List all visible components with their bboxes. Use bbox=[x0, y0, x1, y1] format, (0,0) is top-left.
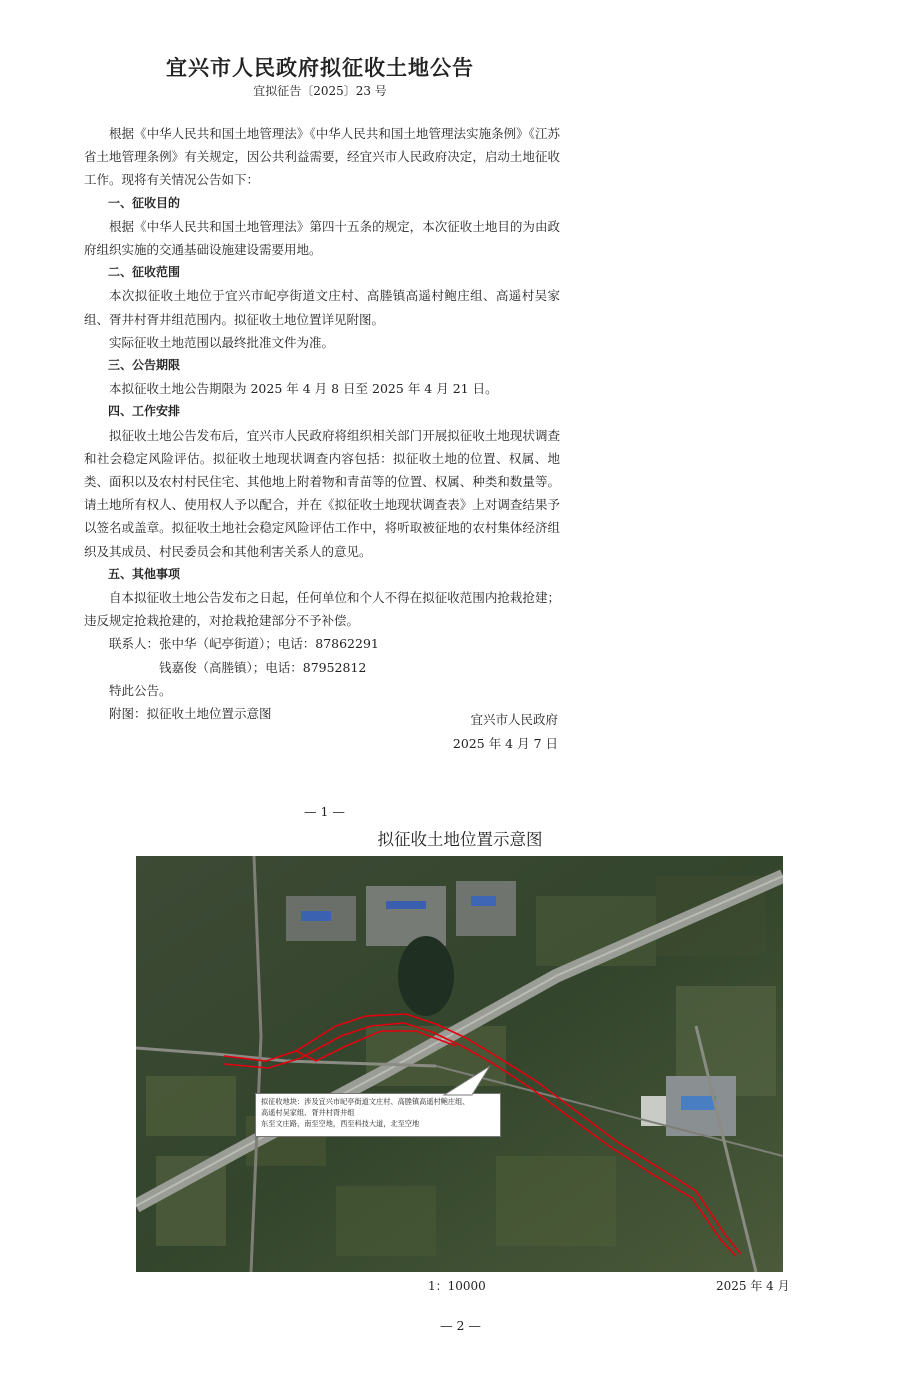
notice-body bbox=[84, 122, 560, 725]
attachment-line: 附图：拟征收土地位置示意图 bbox=[109, 706, 272, 722]
page-number-1: — 1 — bbox=[304, 804, 345, 819]
closing-line: 特此公告。 bbox=[109, 682, 172, 698]
map-scale: 1：10000 bbox=[428, 1279, 486, 1293]
page-number-2: — 2 — bbox=[440, 1318, 481, 1333]
contact-line-2: 钱嘉俊（高塍镇）；电话：87952812 bbox=[159, 659, 367, 675]
section-text-purpose: 根据《中华人民共和国土地管理法》第四十五条的规定，本次征收土地目的为由政府组织实施的交通基础设施建设需要用地。 bbox=[84, 218, 560, 258]
figure-title: 拟征收土地位置示意图 bbox=[377, 830, 543, 849]
section-text-scope-note: 实际征收土地范围以最终批准文件为准。 bbox=[109, 334, 335, 350]
document-number: 宜拟征告〔2025〕23 号 bbox=[253, 84, 387, 98]
pond bbox=[398, 936, 454, 1016]
contact-line-1: 联系人：张中华（屺亭街道）；电话：87862291 bbox=[109, 636, 379, 652]
callout-line-2: 高遥村吴家组、胥井村胥井组 bbox=[261, 1108, 355, 1117]
parcel-callout bbox=[255, 1093, 501, 1137]
signature-block bbox=[453, 708, 558, 756]
signature-date: 2025 年 4 月 7 日 bbox=[452, 736, 558, 751]
section-text-scope: 本次拟征收土地位于宜兴市屺亭街道文庄村、高塍镇高遥村鲍庄组、高遥村吴家组、胥井村胥井组范围内。拟征收土地位置详见附图。 bbox=[84, 288, 560, 327]
intro-paragraph: 根据《中华人民共和国土地管理法》《中华人民共和国土地管理法实施条例》《江苏省土地管理条例》有关规定，因公共利益需要，经宜兴市人民政府决定，启动土地征收工作。现将有关情况公告如下： bbox=[84, 126, 560, 188]
callout-pointer bbox=[440, 1064, 500, 1096]
section-heading-other: 五、其他事项 bbox=[108, 566, 181, 581]
section-heading-purpose: 一、征收目的 bbox=[108, 195, 181, 210]
section-text-period: 本拟征收土地公告期限为 2025 年 4 月 8 日至 2025 年 4 月 21 日。 bbox=[109, 381, 498, 397]
signature-org: 宜兴市人民政府 bbox=[470, 712, 558, 727]
callout-line-1: 拟征收地块：涉及宜兴市屺亭街道文庄村、高塍镇高遥村鲍庄组、 bbox=[261, 1097, 470, 1106]
section-heading-period: 三、公告期限 bbox=[108, 358, 181, 373]
section-heading-scope: 二、征收范围 bbox=[108, 265, 181, 280]
section-heading-arrangement: 四、工作安排 bbox=[108, 404, 181, 419]
notice-title: 宜兴市人民政府拟征收土地公告 bbox=[166, 55, 474, 80]
callout-line-3: 东至文庄路，南至空地，西至科技大道，北至空地 bbox=[261, 1119, 420, 1128]
map-date: 2025 年 4 月 bbox=[716, 1279, 790, 1293]
section-text-other: 自本拟征收土地公告发布之日起，任何单位和个人不得在拟征收范围内抢栽抢建；违反规定抢栽抢建的，对抢栽抢建部分不予补偿。 bbox=[84, 590, 560, 629]
section-text-arrangement: 拟征收土地公告发布后，宜兴市人民政府将组织相关部门开展拟征收土地现状调查和社会稳定风险评估。拟征收土地现状调查内容包括：拟征收土地的位置、权属、地类、面积以及农村村民住宅、其他地上附着物和青苗等的位置、权属、种类和数量等。请土地所有权人、使用权人予以配合，并在《拟征收土地现状调查表》上对调查结果予以签名或盖章。拟征收土地社会稳定风险评估工作中，将听取被征地的农村集体经济组织及其成员、村民委员会和其他利害关系人的意见。 bbox=[84, 427, 560, 559]
